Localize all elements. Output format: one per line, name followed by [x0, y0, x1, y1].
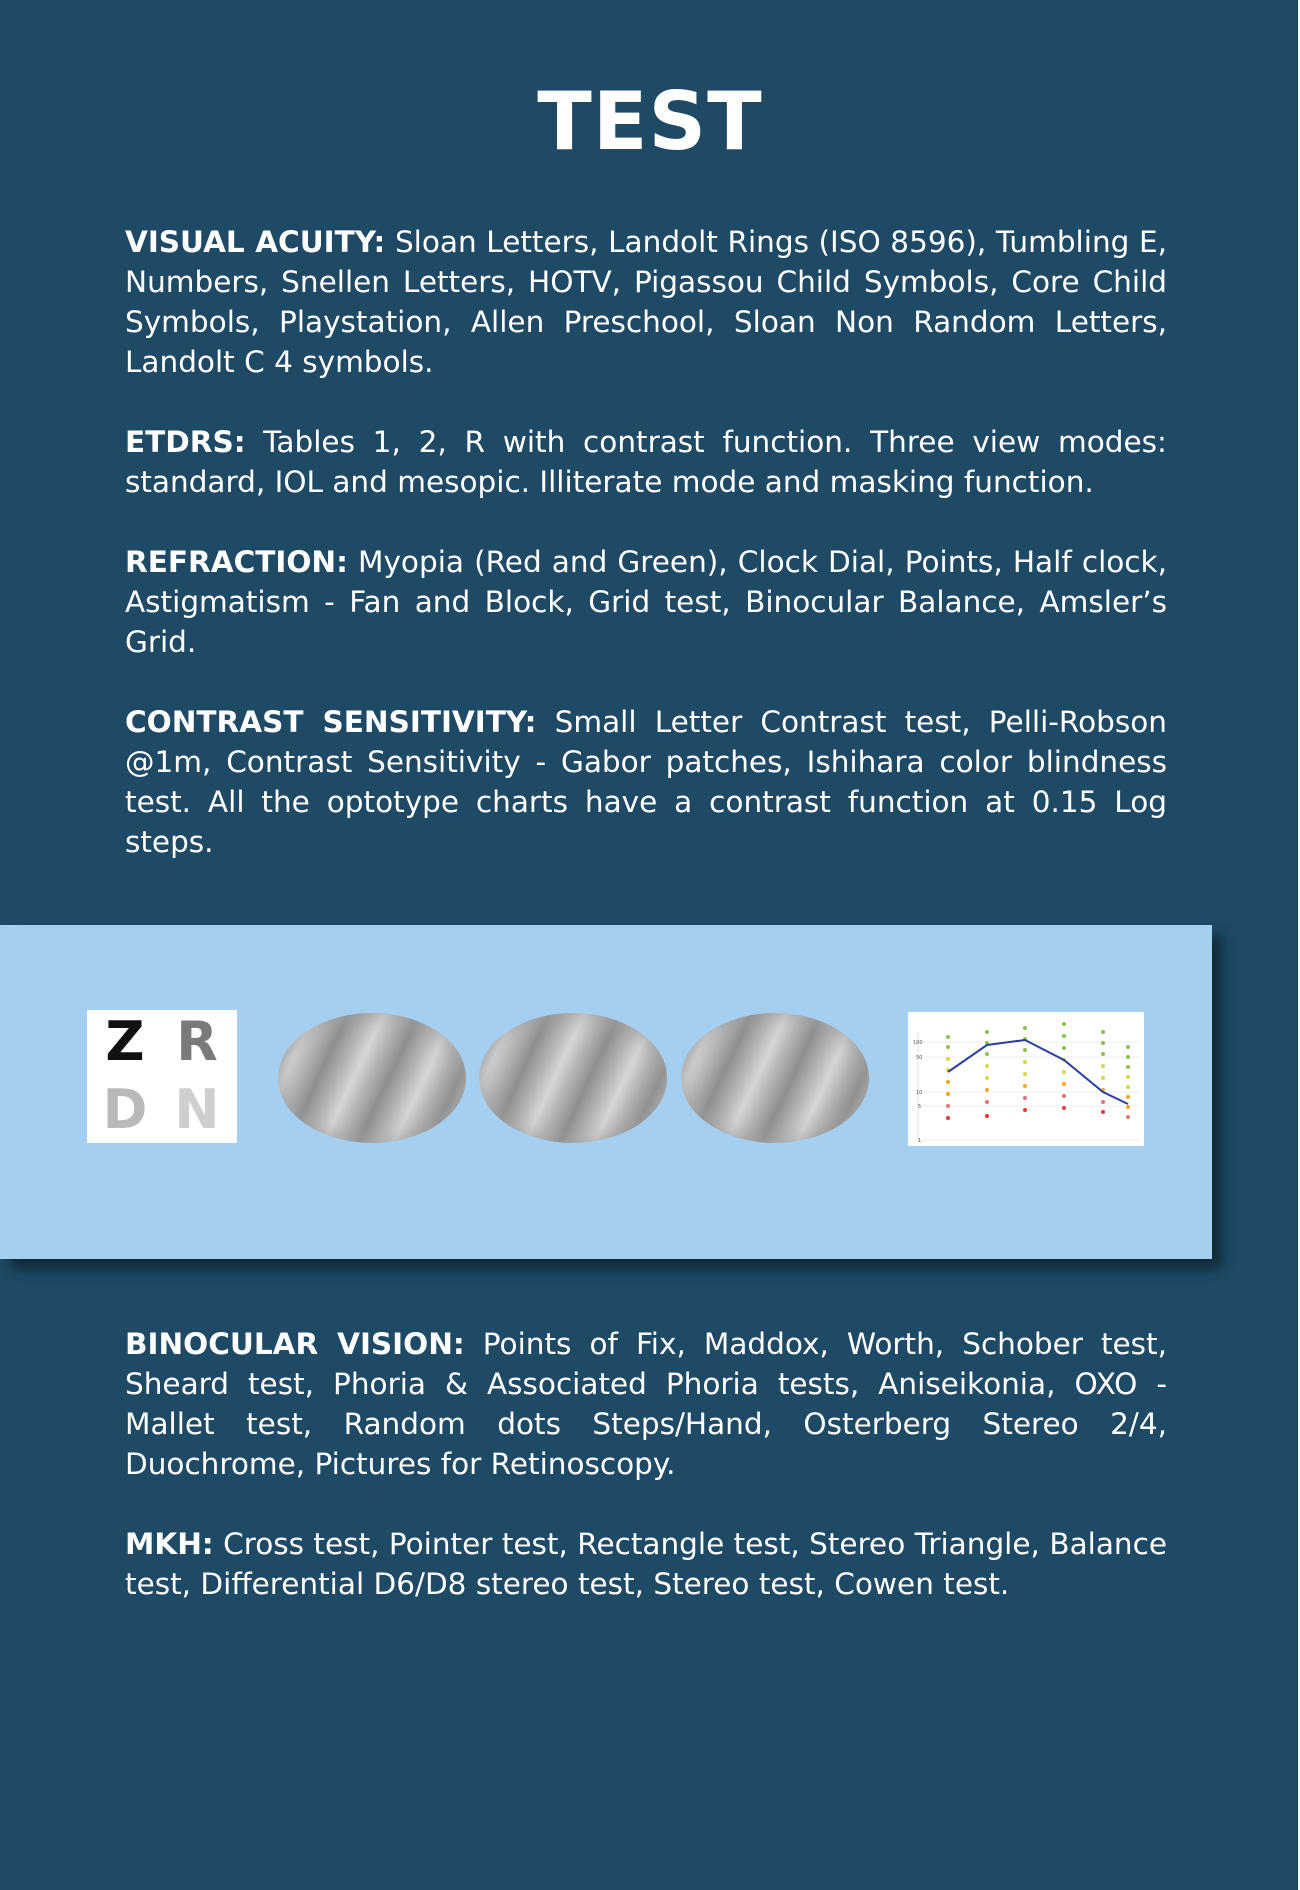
section-binocular-vision — [125, 1324, 1167, 1484]
dot — [1023, 1072, 1027, 1076]
section-label: CONTRAST SENSITIVITY: — [125, 705, 537, 739]
dot — [1023, 1060, 1027, 1064]
gabor-patch-2 — [479, 1013, 667, 1143]
tick-label: 5 — [918, 1104, 922, 1110]
gabor-patch-1 — [278, 1013, 466, 1143]
tick-label: 50 — [916, 1055, 923, 1061]
dots-column-3 — [1023, 1026, 1027, 1112]
tick-label: 10 — [916, 1090, 923, 1096]
dot — [1023, 1048, 1027, 1052]
dot — [1062, 1046, 1066, 1050]
dot — [1101, 1052, 1105, 1056]
dot — [1126, 1055, 1130, 1059]
contrast-sensitivity-chart — [908, 1012, 1144, 1146]
dot — [1126, 1095, 1130, 1099]
dot — [985, 1076, 989, 1080]
dot — [1126, 1115, 1130, 1119]
dot — [985, 1030, 989, 1034]
dots-column-2 — [985, 1030, 989, 1118]
contrast-letters-card — [87, 1010, 237, 1143]
dots-column-4 — [1062, 1022, 1066, 1110]
dot — [1126, 1065, 1130, 1069]
dot — [1062, 1022, 1066, 1026]
dot — [1101, 1110, 1105, 1114]
dot — [985, 1100, 989, 1104]
test-images-band — [0, 925, 1212, 1259]
section-label: VISUAL ACUITY: — [125, 225, 386, 259]
section-text: Points of Fix, Maddox, Worth, Schober test, Sheard test, Phoria & Associated Phoria tests, Aniseikonia, OXO - Mallet test, Random dots Steps/Hand, Osterberg Stereo 2/4, Duochrome, Pictures for Retinoscopy. — [125, 1327, 1168, 1481]
section-contrast-sensitivity — [125, 702, 1167, 862]
dots-column-5 — [1101, 1030, 1105, 1114]
tick-label: 1 — [918, 1138, 922, 1144]
dots-column-6 — [1126, 1045, 1130, 1119]
section-text: Tables 1, 2, R with contrast function. Three view modes: standard, IOL and mesopic. Illiterate mode and masking function. — [125, 425, 1167, 499]
dot — [985, 1088, 989, 1092]
dot — [1023, 1026, 1027, 1030]
section-refraction — [125, 542, 1167, 662]
dot — [1062, 1094, 1066, 1098]
section-text: Myopia (Red and Green), Clock Dial, Points, Half clock, Astigmatism - Fan and Block, Grid test, Binocular Balance, Amsler’s Grid. — [125, 545, 1167, 659]
gabor-patch-3 — [681, 1013, 869, 1143]
dot — [1023, 1096, 1027, 1100]
dot — [1126, 1105, 1130, 1109]
dot — [1062, 1034, 1066, 1038]
section-visual-acuity — [125, 222, 1167, 382]
section-label: REFRACTION: — [125, 545, 348, 579]
section-text: Small Letter Contrast test, Pelli-Robson @1m, Contrast Sensitivity - Gabor patches, Ishihara color blindness test. All the optotype charts have a contrast function at 0.15 Log steps. — [125, 705, 1167, 859]
section-label: BINOCULAR VISION: — [125, 1327, 465, 1361]
section-etdrs — [125, 422, 1167, 502]
dot — [1023, 1108, 1027, 1112]
chart-svg — [908, 1012, 1144, 1146]
dot — [1101, 1030, 1105, 1034]
dot — [1101, 1064, 1105, 1068]
dot — [946, 1104, 950, 1108]
letter-r: R — [176, 1010, 218, 1073]
dot — [946, 1035, 950, 1039]
tick-label: 100 — [913, 1040, 923, 1046]
dot — [1126, 1085, 1130, 1089]
section-text: Cross test, Pointer test, Rectangle test, Stereo Triangle, Balance test, Differential D6/D8 stereo test, Stereo test, Cowen test. — [125, 1527, 1167, 1601]
dot — [946, 1057, 950, 1061]
dot — [1101, 1076, 1105, 1080]
dot — [1062, 1106, 1066, 1110]
dot — [946, 1045, 950, 1049]
dots-column-1 — [946, 1035, 950, 1120]
dot — [985, 1052, 989, 1056]
dot — [946, 1116, 950, 1120]
dot — [1126, 1075, 1130, 1079]
section-label: MKH: — [125, 1527, 214, 1561]
section-text: Sloan Letters, Landolt Rings (ISO 8596), Tumbling E, Numbers, Snellen Letters, HOTV, Pigassou Child Symbols, Core Child Symbols, Playstation, Allen Preschool, Sloan Non Random Letters, Landolt C 4 symbols. — [125, 225, 1167, 379]
dot — [1126, 1045, 1130, 1049]
dot — [985, 1064, 989, 1068]
dot — [1023, 1084, 1027, 1088]
dot — [946, 1092, 950, 1096]
dot — [985, 1114, 989, 1118]
dot — [1062, 1082, 1066, 1086]
sensitivity-curve — [948, 1040, 1128, 1104]
letter-d: D — [102, 1078, 148, 1141]
dot — [946, 1080, 950, 1084]
letter-n: N — [174, 1078, 220, 1141]
section-mkh — [125, 1524, 1167, 1604]
section-label: ETDRS: — [125, 425, 246, 459]
dot — [1101, 1041, 1105, 1045]
letter-z: Z — [105, 1010, 145, 1073]
dot — [1101, 1100, 1105, 1104]
page-title: TEST — [537, 75, 763, 168]
dot — [1062, 1070, 1066, 1074]
